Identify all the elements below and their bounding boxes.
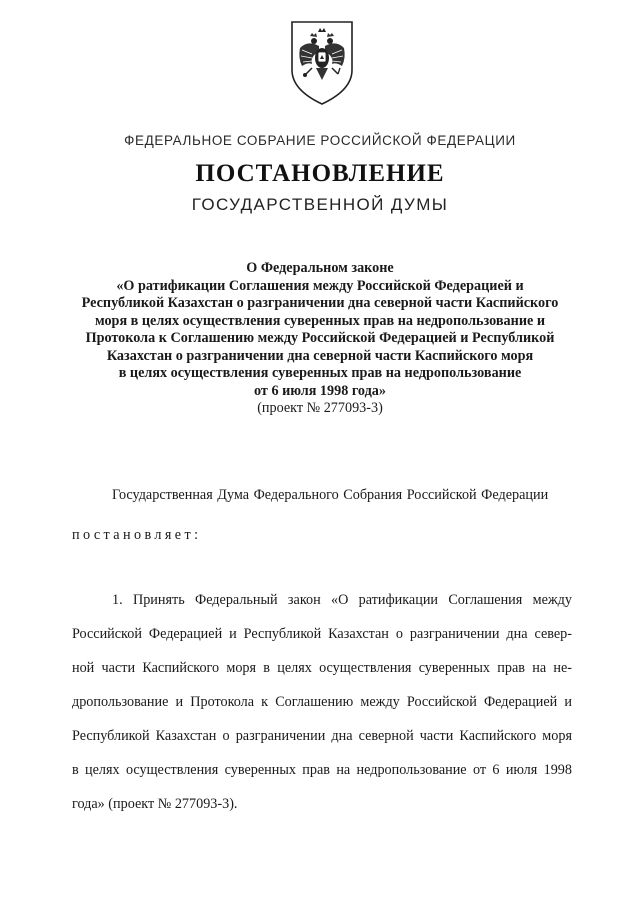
- law-title-line: О Федеральном законе: [246, 260, 394, 276]
- issuing-body-title: ГОСУДАРСТВЕННОЙ ДУМЫ: [191, 195, 449, 214]
- paragraph-line: года» (проект № 277093-3).: [72, 796, 238, 812]
- paragraph-line: Республикой Казахстан о разграничении дна северной части Каспийского моря: [72, 728, 572, 744]
- paragraph-line: ной части Каспийского моря в целях осуществления суверенных прав на не-: [72, 660, 572, 676]
- law-title-line: моря в целях осуществления суверенных прав на недропользование и: [94, 312, 546, 329]
- law-title-block: [70, 260, 570, 418]
- document-type-title: ПОСТАНОВЛЕНИЕ: [195, 160, 445, 187]
- law-title-line: в целях осуществления суверенных прав на недропользование: [118, 365, 522, 381]
- law-title-line: «О ратификации Соглашения между Российской Федерацией и: [116, 277, 524, 294]
- paragraph-line: Российской Федерацией и Республикой Казахстан о разграничении дна север-: [72, 626, 572, 642]
- law-title-line: Республикой Казахстан о разграничении дна северной части Каспийского: [81, 295, 559, 311]
- preamble-text: Государственная Дума Федерального Собрания Российской Федерации: [112, 487, 549, 503]
- law-title-line: Протокола к Соглашению между Российской Федерацией и Республикой: [85, 330, 555, 346]
- paragraph-line: 1. Принять Федеральный закон «О ратификации Соглашения между: [112, 592, 572, 608]
- paragraph-1: [72, 588, 572, 826]
- double-headed-eagle-emblem-icon: [288, 18, 356, 106]
- decree-word: постановляет:: [72, 527, 202, 543]
- law-title-line: от 6 июля 1998 года»: [254, 382, 386, 399]
- paragraph-line: в целях осуществления суверенных прав на недропользование от 6 июля 1998: [72, 762, 572, 778]
- assembly-heading: ФЕДЕРАЛЬНОЕ СОБРАНИЕ РОССИЙСКОЙ ФЕДЕРАЦИИ: [124, 133, 516, 148]
- paragraph-line: дропользование и Протокола к Соглашению между Российской Федерацией и: [72, 694, 572, 710]
- project-number: (проект № 277093-3): [257, 400, 383, 416]
- law-title-line: Казахстан о разграничении дна северной части Каспийского моря: [106, 347, 534, 364]
